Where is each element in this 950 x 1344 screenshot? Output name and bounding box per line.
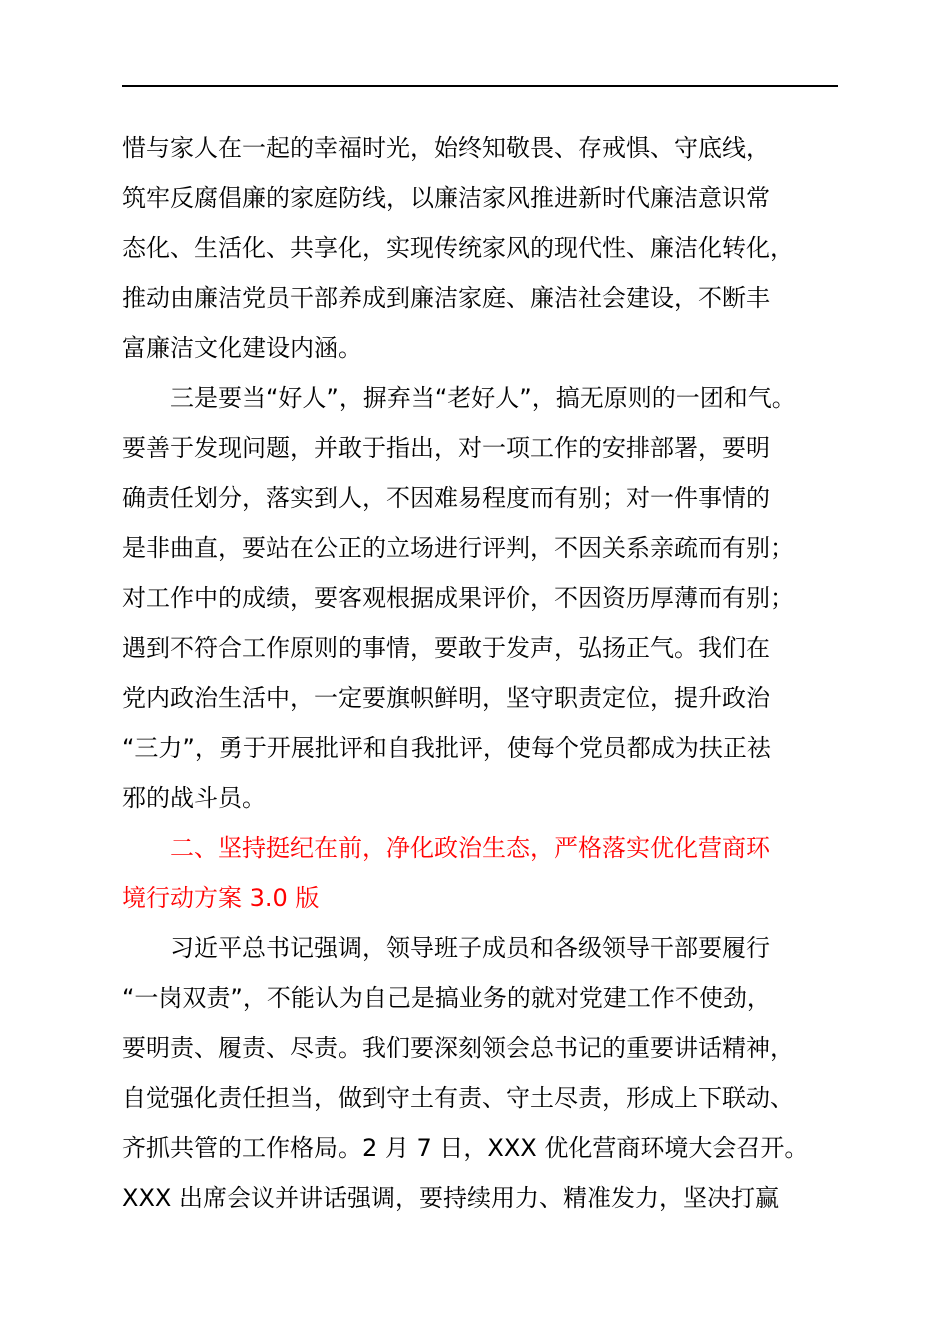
text-line: 党内政治生活中，一定要旗帜鲜明，坚守职责定位，提升政治 [122, 684, 770, 712]
text-line: 自觉强化责任担当，做到守土有责、守土尽责，形成上下联动、 [122, 1084, 794, 1112]
paragraph-1 [122, 123, 838, 373]
header-rule [122, 85, 838, 87]
text-line: 推动由廉洁党员干部养成到廉洁家庭、廉洁社会建设，不断丰 [122, 284, 770, 312]
document-body [122, 123, 838, 1223]
text-line: 惜与家人在一起的幸福时光，始终知敬畏、存戒惧、守底线， [122, 134, 770, 162]
text-line: 要善于发现问题，并敢于指出，对一项工作的安排部署，要明 [122, 434, 770, 462]
text-line: 遇到不符合工作原则的事情，要敢于发声，弘扬正气。我们在 [122, 634, 770, 662]
text-line: 确责任划分，落实到人，不因难易程度而有别；对一件事情的 [122, 484, 770, 512]
text-line: 对工作中的成绩，要客观根据成果评价，不因资历厚薄而有别； [122, 584, 794, 612]
paragraph-2 [122, 373, 838, 823]
text-line: 态化、生活化、共享化，实现传统家风的现代性、廉洁化转化， [122, 234, 794, 262]
heading-line: 境行动方案 3.0 版 [122, 884, 320, 912]
text-line: 三是要当“好人”，摒弃当“老好人”，搞无原则的一团和气。 [170, 384, 796, 412]
section-heading [122, 823, 838, 923]
text-line: 邪的战斗员。 [122, 784, 266, 812]
text-line: 习近平总书记强调，领导班子成员和各级领导干部要履行 [170, 934, 770, 962]
text-line: XXX 出席会议并讲话强调，要持续用力、精准发力，坚决打赢 [122, 1184, 779, 1212]
text-line: 筑牢反腐倡廉的家庭防线，以廉洁家风推进新时代廉洁意识常 [122, 184, 770, 212]
text-line: 是非曲直，要站在公正的立场进行评判，不因关系亲疏而有别； [122, 534, 794, 562]
text-line: “三力”，勇于开展批评和自我批评，使每个党员都成为扶正祛 [122, 734, 771, 762]
text-line: 富廉洁文化建设内涵。 [122, 334, 362, 362]
paragraph-3 [122, 923, 838, 1223]
heading-line: 二、坚持挺纪在前，净化政治生态，严格落实优化营商环 [170, 834, 770, 862]
text-line: “一岗双责”，不能认为自己是搞业务的就对党建工作不使劲， [122, 984, 771, 1012]
text-line: 齐抓共管的工作格局。2 月 7 日，XXX 优化营商环境大会召开。 [122, 1134, 809, 1162]
text-line: 要明责、履责、尽责。我们要深刻领会总书记的重要讲话精神， [122, 1034, 794, 1062]
